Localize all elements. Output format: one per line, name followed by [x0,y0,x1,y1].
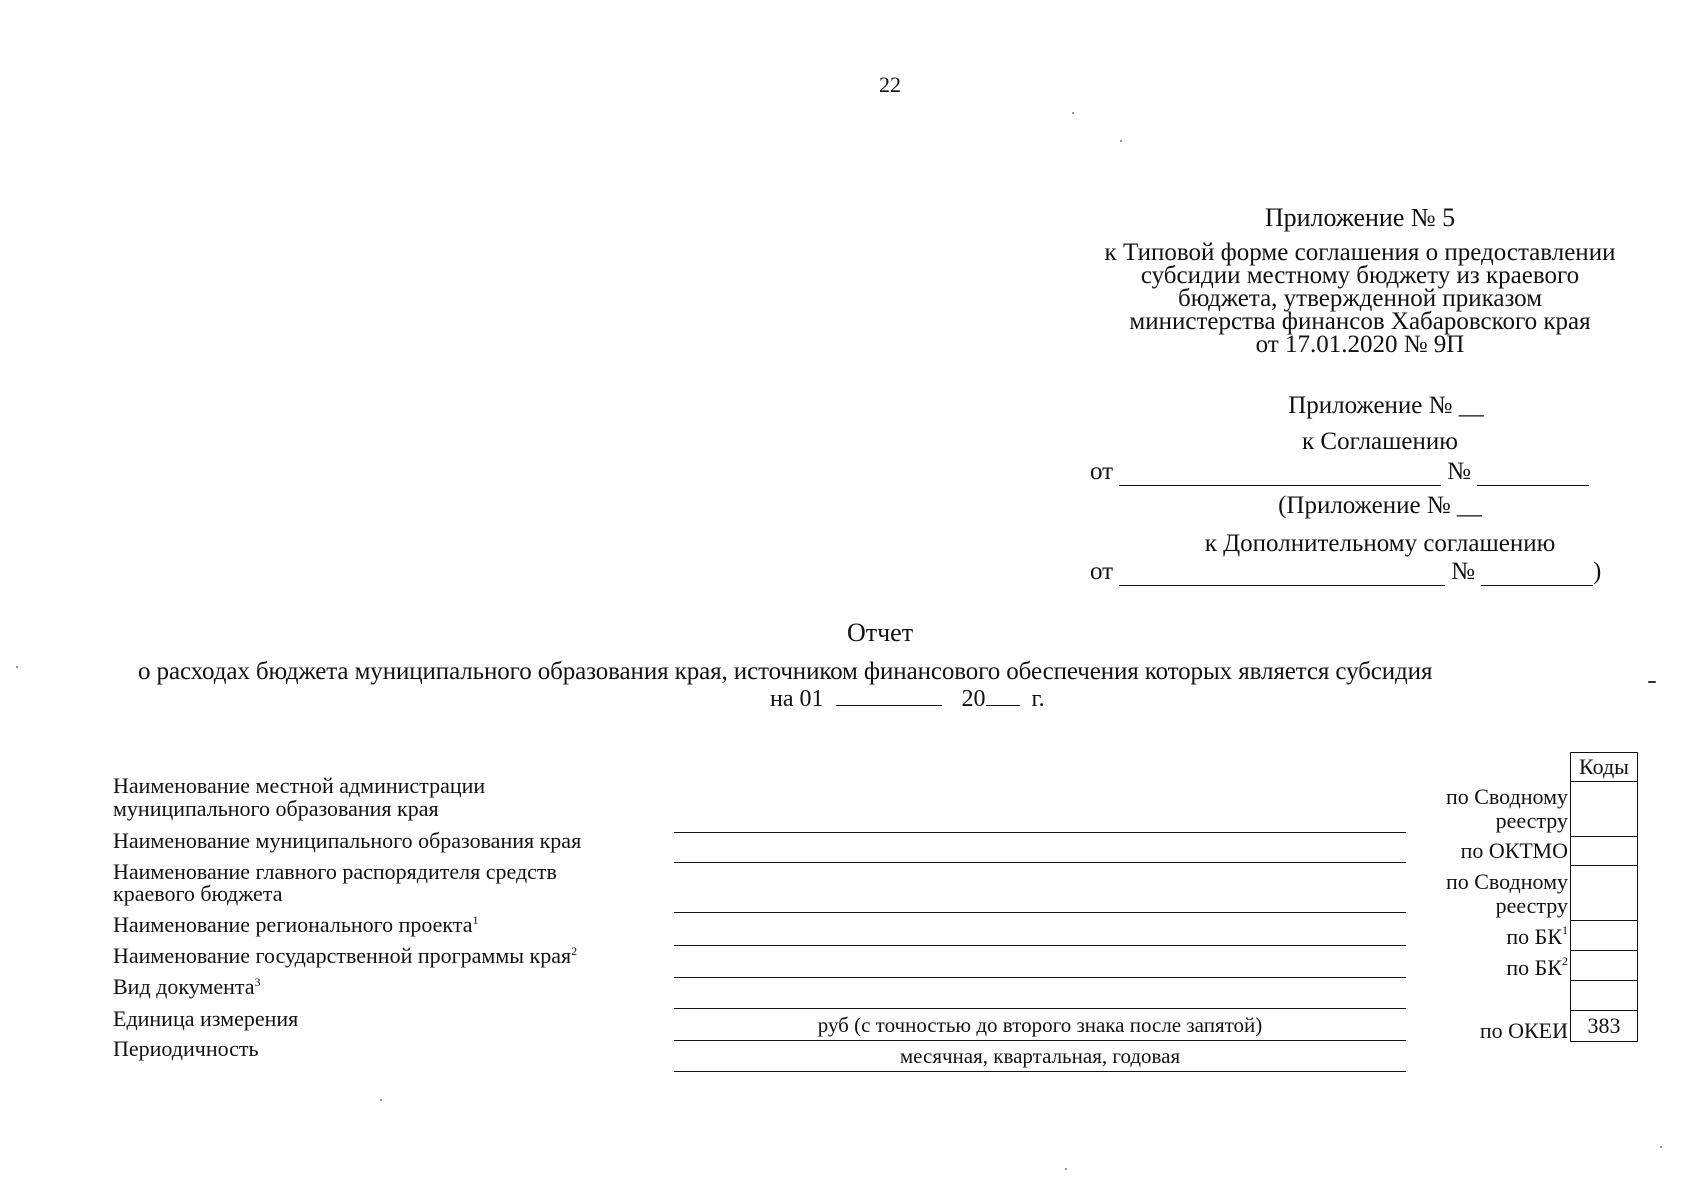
state-program-line[interactable] [674,977,1406,978]
local-admin-line[interactable] [674,832,1406,833]
footnote-1: 1 [472,913,479,927]
bk2-footnote: 2 [1562,954,1568,968]
additional-date-blank[interactable] [1119,565,1445,586]
label-local-admin: Наименование местной администрации [113,773,486,798]
label-regional-project [113,914,478,936]
label-chief-manager: Наименование главного распорядителя средств [113,859,557,884]
agreement-number-blank[interactable] [1477,465,1589,486]
codes-header: Коды [1571,753,1638,782]
agreement-appendix-no: Приложение № __ [1288,392,1484,419]
unit-line [674,1040,1406,1041]
municipality-line[interactable] [674,862,1406,863]
code-cell-doc-type[interactable] [1571,981,1638,1011]
from-label: от [1090,558,1114,585]
regional-project-line[interactable] [674,945,1406,946]
to-agreement: к Соглашению [1302,428,1458,455]
scan-speck [1072,112,1074,114]
agreement-date-blank[interactable] [1119,465,1441,486]
code-cell-okei: 383 [1571,1011,1638,1042]
bk1-text: по БК [1506,924,1562,949]
code-cell-bk2[interactable] [1571,951,1638,981]
scan-speck [1120,140,1122,142]
code-cell-svod-1[interactable] [1571,782,1638,837]
code-cell-bk1[interactable] [1571,921,1638,951]
agreement-reference [1090,392,1630,586]
label-periodicity: Периодичность [113,1036,259,1061]
report-date [770,686,1045,713]
appendix-header [1040,203,1680,358]
date-prefix: на 01 [770,686,824,712]
scan-speck [16,666,18,668]
agreement-date-row [1090,458,1630,486]
bk1-footnote: 1 [1562,923,1568,937]
chief-manager-line[interactable] [674,912,1406,913]
appendix-line: от 17.01.2020 № 9П [1255,331,1465,358]
label-unit: Единица измерения [113,1006,299,1031]
scan-speck [1065,1168,1067,1170]
code-label-svod-2b: реестру [1495,893,1568,918]
document-type-text: Вид документа [113,974,255,999]
year-suffix: г. [1031,686,1045,712]
code-cell-svod-2[interactable] [1571,866,1638,921]
appendix-line: к Типовой форме соглашения о предоставлении [1104,239,1616,266]
year-prefix: 20 [961,686,986,712]
scan-speck [1660,1146,1662,1148]
footnote-3: 3 [254,975,261,989]
date-month-blank[interactable] [836,687,942,706]
appendix-title: Приложение № 5 [1264,203,1456,232]
code-label-oktmo: по ОКТМО [1460,838,1568,863]
unit-value: руб (с точностью до второго знака после запятой) [817,1013,1263,1037]
appendix-line: бюджета, утвержденной приказом [1177,285,1543,312]
label-chief-manager-2: краевого бюджета [113,881,283,906]
footnote-2: 2 [571,944,578,958]
code-label-okei: по ОКЕИ [1479,1018,1568,1043]
code-label-svod-2: по Сводному [1445,869,1568,894]
label-municipality: Наименование муниципального образования края [113,828,582,853]
appendix-line: министерства финансов Хабаровского края [1129,308,1591,335]
code-label-bk2 [1506,955,1568,980]
code-label-bk1 [1506,924,1568,949]
number-label: № [1451,558,1475,585]
extra-appendix-no: (Приложение № __ [1278,492,1482,519]
page-number: 22 [879,72,901,97]
report-title: Отчет [846,618,914,647]
codes-table [1570,752,1638,1042]
code-label-svod-1: по Сводному [1445,784,1568,809]
label-local-admin-2: муниципального образования края [113,796,439,821]
number-label: № [1447,458,1471,485]
appendix-line: субсидии местному бюджету из краевого [1140,262,1580,289]
scan-speck [380,1099,382,1101]
additional-date-row [1090,558,1630,586]
to-additional-agreement: к Дополнительному соглашению [1204,530,1556,557]
bk2-text: по БК [1506,955,1562,980]
scan-speck [1648,681,1656,683]
periodicity-value: месячная, квартальная, годовая [899,1044,1181,1068]
additional-number-blank[interactable] [1481,565,1593,586]
from-label: от [1090,458,1114,485]
document-type-line[interactable] [674,1008,1406,1009]
code-label-svod-1b: реестру [1495,808,1568,833]
label-document-type [113,976,261,998]
close-paren: ) [1592,558,1602,585]
year-blank[interactable] [986,687,1020,706]
report-subtitle: о расходах бюджета муниципального образования края, источником финансового обеспечения которых является субсидия [138,658,1433,685]
regional-project-text: Наименование регионального проекта [113,912,473,937]
code-cell-oktmo[interactable] [1571,837,1638,866]
periodicity-line [674,1071,1406,1072]
label-state-program [113,945,577,967]
state-program-text: Наименование государственной программы края [113,943,572,968]
